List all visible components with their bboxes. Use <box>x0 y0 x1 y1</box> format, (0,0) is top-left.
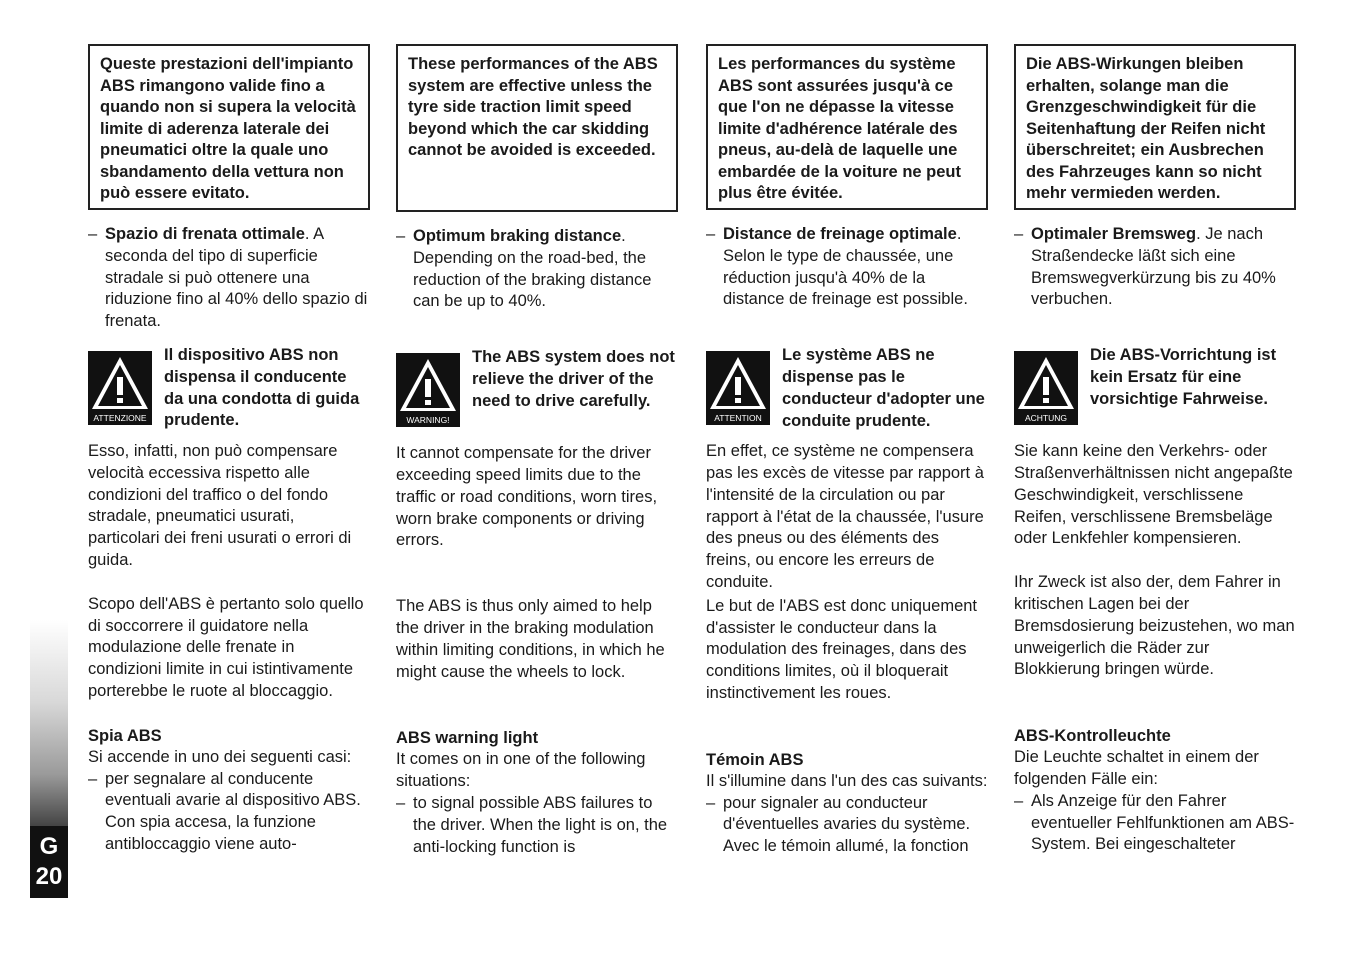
paragraph: Si accende in uno dei seguenti casi: <box>88 747 352 766</box>
paragraph: It cannot compensate for the driver exceeding speed limits due to the traffic or road conditions, worn tires, worn brake components or driving errors. <box>396 444 658 550</box>
item-text: . Selon le type de chaussée, une réduction jusqu'à 40% de la distance de freinage est possible. <box>723 225 968 309</box>
item-text: per segnalare al conducente eventuali avarie al dispositivo ABS. Con spia accesa, la funzione antibloccaggio viene auto- <box>105 769 361 853</box>
info-box: Die ABS-Wirkungen bleiben erhalten, solange man die Grenzgeschwindigkeit für die Seitenhaftung der Reifen nicht überschreitet; ein Ausbrechen des Fahrzeuges kann so nicht mehr vermieden werden. <box>1014 44 1296 210</box>
paragraph: It comes on in one of the following situations: <box>396 750 646 791</box>
page-edge-gradient <box>30 620 68 826</box>
column-english <box>396 44 678 858</box>
list-item: – Optimaler Bremsweg. Je nach Straßendecke läßt sich eine Bremswegverkürzung bis zu 40% verbuchen. <box>1014 225 1276 309</box>
section-heading: Spia ABS <box>88 726 162 745</box>
warning-text: The ABS system does not relieve the driver of the need to drive carefully. <box>472 348 675 410</box>
list-item: – Spazio di frenata ottimale. A seconda del tipo di superficie stradale si può ottenere una riduzione fino al 40% dello spazio di frenata. <box>88 225 368 331</box>
paragraph: Esso, infatti, non può compensare velocità eccessiva rispetto alle condizioni del traffico o del fondo stradale, pneumatici usurati, particolari dei freni usurati o errori di guida. <box>88 441 352 569</box>
paragraph: Scopo dell'ABS è pertanto solo quello di soccorrere il guidatore nella modulazione delle frenate in condizioni limite in cui istintivamente porterebbe le ruote al bloccaggio. <box>88 594 364 700</box>
info-box: Queste prestazioni dell'impianto ABS rimangono valide fino a quando non si supera la velocità limite di aderenza laterale dei pneumatici oltre la quale uno sbandamento della vettura non può essere evitato. <box>88 44 370 210</box>
paragraph: Ihr Zweck ist also der, dem Fahrer in kritischen Lagen bei der Bremsdosierung beizustehen, wo man unweigerlich die Räder zur Blokkierung bringen würde. <box>1014 573 1295 679</box>
list-item: – to signal possible ABS failures to the driver. When the light is on, the anti-locking function is <box>396 793 668 856</box>
warning-block <box>88 345 370 441</box>
warning-text: Il dispositivo ABS non dispensa il conducente da una condotta di guida prudente. <box>164 345 360 430</box>
info-box: These performances of the ABS system are effective unless the tyre side traction limit speed beyond which the car skidding cannot be avoided is exceeded. <box>396 44 678 212</box>
page-tab <box>30 826 68 898</box>
item-title: Spazio di frenata ottimale <box>105 225 305 243</box>
warning-triangle-icon <box>396 353 460 427</box>
list-item: – Als Anzeige für den Fahrer eventueller Fehlfunktionen am ABS-System. Bei eingeschalteter <box>1014 791 1295 854</box>
warning-text: Le système ABS ne dispense pas le conducteur d'adopter une conduite prudente. <box>782 346 985 430</box>
info-box: Les performances du système ABS sont assurées jusqu'à ce que l'on ne dépasse la vitesse limite d'adhérence latérale des pneus, au-delà de laquelle une embardée de la voiture ne peut plus être évitée. <box>706 44 988 210</box>
warning-label: WARNING! <box>406 415 450 426</box>
item-text: Als Anzeige für den Fahrer eventueller Fehlfunktionen am ABS-System. Bei eingeschalteter <box>1031 791 1295 854</box>
item-text: . A seconda del tipo di superficie stradale si può ottenere una riduzione fino al 40% dello spazio di frenata. <box>105 225 368 331</box>
item-text: . Je nach Straßendecke läßt sich eine Bremswegverkürzung bis zu 40% verbuchen. <box>1031 225 1276 309</box>
item-title: Distance de freinage optimale <box>723 225 957 243</box>
warning-block <box>396 347 678 443</box>
paragraph: Le but de l'ABS est donc uniquement d'assister le conducteur dans la modulation des freinages, dans des conditions limites, où il bloquerait instinctivement les roues. <box>706 596 978 702</box>
page-tab-letter: G <box>39 833 59 860</box>
page-tab-number: 20 <box>35 863 63 890</box>
column-french <box>706 44 988 858</box>
paragraph: The ABS is thus only aimed to help the driver in the braking modulation within limiting conditions, in which he might cause the wheels to lock. <box>396 597 665 681</box>
warning-triangle-icon <box>88 351 152 425</box>
warning-block <box>706 345 988 441</box>
warning-triangle-icon <box>706 351 770 425</box>
item-text: to signal possible ABS failures to the driver. When the light is on, the anti-locking function is <box>413 793 668 856</box>
warning-text: Die ABS-Vorrichtung ist kein Ersatz für eine vorsichtige Fahrweise. <box>1090 346 1277 408</box>
warning-triangle-icon <box>1014 351 1078 425</box>
item-title: Optimum braking distance <box>413 227 622 245</box>
paragraph: Sie kann keine den Verkehrs- oder Straßenverhältnissen nicht angepaßte Geschwindigkeit, verschlissene Reifen, verschlissene Bremsbeläge oder Lenkfehler kompensieren. <box>1014 442 1293 548</box>
item-text: pour signaler au conducteur d'éventuelles avaries du système. Avec le témoin allumé, la fonction <box>723 793 971 856</box>
list-item: – pour signaler au conducteur d'éventuelles avaries du système. Avec le témoin allumé, la fonction <box>706 793 971 856</box>
column-italian <box>88 44 370 856</box>
item-text: . Depending on the road-bed, the reduction of the braking distance can be up to 40%. <box>413 227 652 311</box>
paragraph: Die Leuchte schaltet in einem der folgenden Fälle ein: <box>1014 748 1259 788</box>
warning-label: ATTENTION <box>714 413 762 424</box>
list-item: – Optimum braking distance. Depending on the road-bed, the reduction of the braking distance can be up to 40%. <box>396 227 652 311</box>
section-heading: Témoin ABS <box>706 750 804 769</box>
warning-label: ACHTUNG <box>1024 413 1068 424</box>
paragraph: En effet, ce système ne compensera pas les excès de vitesse par rapport à l'intensité de la circulation ou par rapport à l'état de la chaussée, l'usure des pneus ou des éléments des freins, ou encore les erreurs de conduite. <box>706 442 984 591</box>
section-heading: ABS warning light <box>396 729 539 748</box>
warning-label: ATTENZIONE <box>93 412 147 423</box>
list-item: – Distance de freinage optimale. Selon le type de chaussée, une réduction jusqu'à 40% de la distance de freinage est possible. <box>706 225 968 309</box>
list-item: – per segnalare al conducente eventuali avarie al dispositivo ABS. Con spia accesa, la funzione antibloccaggio viene auto- <box>88 769 361 853</box>
column-german <box>1014 44 1296 856</box>
paragraph: Il s'illumine dans l'un des cas suivants: <box>706 771 988 790</box>
section-heading: ABS-Kontrolleuchte <box>1014 727 1171 746</box>
warning-block <box>1014 345 1296 441</box>
item-title: Optimaler Bremsweg <box>1031 225 1197 243</box>
